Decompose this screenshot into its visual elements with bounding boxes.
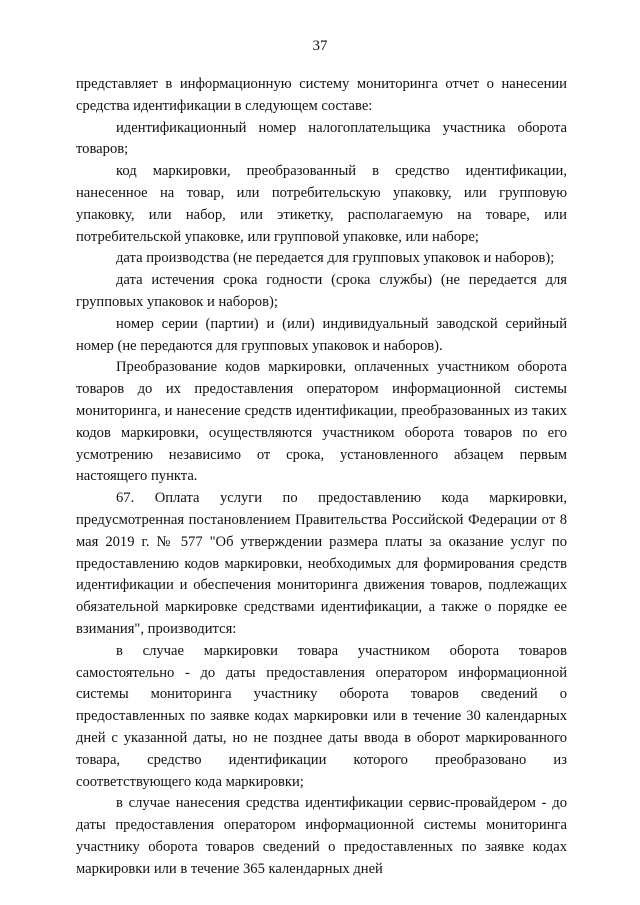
paragraph-report-continuation: представляет в информационную систему мониторинга отчет о нанесении средства идентификации в следующем составе: bbox=[76, 76, 567, 114]
paragraph-production-date: дата производства (не передается для групповых упаковок и наборов); bbox=[116, 250, 555, 267]
paragraph-expiry-date: дата истечения срока годности (срока службы) (не передается для групповых упаковок и наборов); bbox=[76, 272, 567, 310]
paragraph-service-provider-case: в случае нанесения средства идентификации сервис-провайдером - до даты предоставления оператором информационной системы мониторинга участнику оборота товаров сведений о предоставленных по заявке кодах маркировки или в течение 365 календарных дней bbox=[76, 795, 567, 877]
paragraph-marking-code: код маркировки, преобразованный в средство идентификации, нанесенное на товар, или потребительскую упаковку, или групповую упаковку, или набор, или этикетку, располагаемую на товаре, или потребительской упаковке, или групповой упаковке, или наборе; bbox=[76, 163, 567, 245]
document-body bbox=[76, 74, 567, 880]
paragraph-taxpayer-id: идентификационный номер налогоплательщика участника оборота товаров; bbox=[76, 119, 567, 158]
page-number: 37 bbox=[312, 38, 328, 54]
paragraph-self-marking-case: в случае маркировки товара участником оборота товаров самостоятельно - до даты предоставления оператором информационной системы мониторинга участнику оборота товаров сведений о предоставленных по заявке кодах маркировки или в течение 30 календарных дней с указанной даты, но не позднее даты ввода в оборот маркированного товара, средство идентификации которого преобразовано из соответствующего кода маркировки; bbox=[76, 642, 567, 790]
paragraph-serial-number: номер серии (партии) и (или) индивидуальный заводской серийный номер (не передаются для групповых упаковок и наборов). bbox=[76, 315, 567, 354]
paragraph-code-conversion: Преобразование кодов маркировки, оплаченных участником оборота товаров до их предоставления оператором информационной системы мониторинга, и нанесение средств идентификации, преобразованных из таких кодов маркировки, осуществляются участником оборота товаров по его усмотрению независимо от срока, установленного абзацем первым настоящего пункта. bbox=[76, 359, 567, 485]
paragraph-item-67: 67. Оплата услуги по предоставлению кода маркировки, предусмотренная постановлением Правительства Российской Федерации от 8 мая 2019 г. № 577 "Об утверждении размера платы за оказание услуг по предоставлению кодов маркировки, необходимых для формирования средств идентификации и обеспечения мониторинга движения товаров, подлежащих обязательной маркировке средствами идентификации, а также о порядке ее взимания", производится: bbox=[76, 490, 567, 637]
